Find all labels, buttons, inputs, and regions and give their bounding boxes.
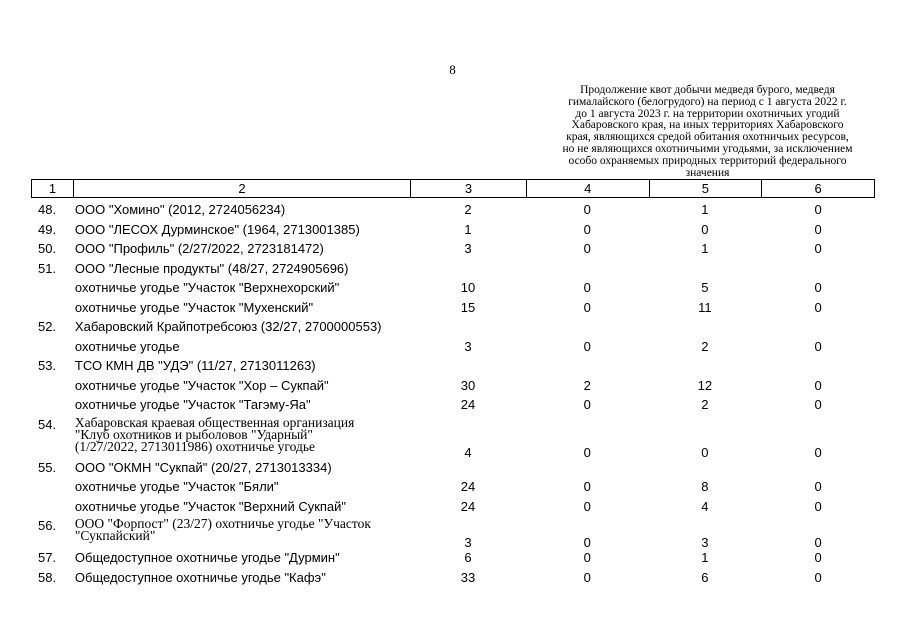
value-c6: 0 xyxy=(814,550,822,565)
row-number xyxy=(31,339,73,359)
value-c5: 2 xyxy=(701,338,709,354)
row-name-line: (1/27/2022, 2713011986) охотничье угодье xyxy=(74,438,316,454)
table-row xyxy=(31,261,875,281)
header-col-3: 3 xyxy=(411,180,527,197)
table-row xyxy=(31,358,875,378)
row-name xyxy=(73,378,410,398)
title-line: особо охраняемых природных территорий федерального xyxy=(568,154,847,167)
row-name xyxy=(73,319,410,339)
row-name-line: охотничье угодье "Участок "Верхний Сукпай" xyxy=(74,498,347,514)
value-c5: 5 xyxy=(701,280,709,295)
row-name-line: охотничье угодье xyxy=(74,338,180,354)
value-c4: 0 xyxy=(583,221,591,237)
title-line: Хабаровского края, на иных территориях Хабаровского xyxy=(571,119,844,132)
value-c6: 0 xyxy=(814,280,822,295)
value-c5: 11 xyxy=(698,299,712,315)
row-name xyxy=(73,300,410,320)
row-name-line: охотничье угодье "Участок "Бяли" xyxy=(74,479,279,494)
row-name-line: "Сукпайский" xyxy=(74,528,156,543)
row-number xyxy=(31,499,73,519)
table-row xyxy=(31,280,875,300)
title-line: до 1 августа 2023 г. на территории охотничьих угодий xyxy=(575,107,840,120)
table-row xyxy=(31,339,875,359)
value-c6: 0 xyxy=(814,338,822,354)
value-c4 xyxy=(526,460,649,480)
row-name-line: ООО "Профиль" (2/27/2022, 2723181472) xyxy=(74,241,324,256)
value-c3 xyxy=(410,319,526,339)
row-number: 54. xyxy=(38,416,57,432)
row-number: 48. xyxy=(38,202,57,217)
row-name-line: охотничье угодье "Участок "Хор – Сукпай" xyxy=(74,377,329,393)
value-c4: 0 xyxy=(583,550,591,565)
table-row xyxy=(31,222,875,242)
row-number xyxy=(31,300,73,320)
row-name-line: Общедоступное охотничье угодье "Кафэ" xyxy=(74,569,326,585)
row-name-line: ООО "ЛЕСОХ Дурминское" (1964, 2713001385) xyxy=(74,221,360,237)
header-col-2: 2 xyxy=(74,180,411,197)
value-c4: 0 xyxy=(583,299,591,315)
row-name-line: Общедоступное охотничье угодье "Дурмин" xyxy=(74,550,340,565)
document-title xyxy=(535,85,880,179)
value-c3 xyxy=(410,460,526,480)
table-row xyxy=(31,319,875,339)
value-c5 xyxy=(649,261,762,281)
title-line: значения xyxy=(685,166,730,179)
value-c3 xyxy=(410,261,526,281)
row-name-line: "Клуб охотников и рыболовов "Ударный" xyxy=(74,426,313,442)
row-name xyxy=(73,202,410,222)
value-c5: 1 xyxy=(701,202,709,217)
table-header xyxy=(31,179,875,198)
value-c3: 10 xyxy=(460,280,476,295)
value-c6: 0 xyxy=(814,202,822,217)
row-number: 49. xyxy=(38,221,57,237)
table-row xyxy=(31,414,875,460)
page-number: 8 xyxy=(449,62,456,77)
table-row xyxy=(31,202,875,222)
value-c3: 30 xyxy=(460,377,476,393)
value-c6: 0 xyxy=(814,299,822,315)
value-c5 xyxy=(649,460,762,480)
value-c6: 0 xyxy=(814,377,822,393)
row-number: 55. xyxy=(38,459,57,475)
value-c5: 1 xyxy=(701,550,709,565)
title-line: но не являющихся охотничьими угодьями, за исключением xyxy=(562,142,853,155)
row-name-line: охотничье угодье "Участок "Верхнехорский" xyxy=(74,280,340,295)
header-col-6: 6 xyxy=(814,181,822,196)
value-c4 xyxy=(526,319,649,339)
value-c5 xyxy=(649,319,762,339)
value-c3: 4 xyxy=(464,444,472,460)
value-c5: 0 xyxy=(701,221,709,237)
row-name xyxy=(73,339,410,359)
row-name-line: ООО "ОКМН "Сукпай" (20/27, 2713013334) xyxy=(74,459,332,475)
value-c6: 0 xyxy=(814,241,822,256)
table-body xyxy=(31,202,875,589)
row-name-line: Хабаровский Крайпотребсоюз (32/27, 2700000553) xyxy=(74,319,382,334)
value-c3 xyxy=(410,358,526,378)
value-c4: 0 xyxy=(583,397,591,412)
row-name xyxy=(73,241,410,261)
value-c6: 0 xyxy=(814,535,822,550)
value-c3: 24 xyxy=(460,397,476,412)
value-c6 xyxy=(761,460,875,480)
value-c4: 0 xyxy=(583,498,591,514)
table-row xyxy=(31,479,875,499)
value-c3: 3 xyxy=(464,535,472,550)
row-number: 58. xyxy=(38,569,57,585)
value-c6: 0 xyxy=(814,444,822,460)
value-c6: 0 xyxy=(814,221,822,237)
value-c5: 0 xyxy=(701,444,709,460)
row-number: 57. xyxy=(38,550,57,565)
row-name xyxy=(73,479,410,499)
row-name xyxy=(73,414,410,460)
table-row xyxy=(31,550,875,570)
row-name xyxy=(73,280,410,300)
row-name-line: охотничье угодье "Участок "Тагэму-Яа" xyxy=(74,397,311,412)
value-c5: 3 xyxy=(701,535,709,550)
header-col-5: 5 xyxy=(650,180,763,197)
value-c3: 15 xyxy=(460,299,476,315)
row-number xyxy=(31,280,73,300)
value-c3: 2 xyxy=(464,202,472,217)
value-c5 xyxy=(649,358,762,378)
header-col-4: 4 xyxy=(527,180,650,197)
row-name-line: ТСО КМН ДВ "УДЭ" (11/27, 2713011263) xyxy=(74,358,316,373)
value-c4: 0 xyxy=(583,202,591,217)
row-name xyxy=(73,397,410,417)
value-c3: 3 xyxy=(464,241,472,256)
value-c4: 0 xyxy=(583,241,591,256)
row-name xyxy=(73,261,410,281)
header-col-1: 1 xyxy=(32,180,74,197)
row-number: 53. xyxy=(38,358,57,373)
row-number xyxy=(31,378,73,398)
row-name-line: охотничье угодье "Участок "Мухенский" xyxy=(74,299,314,315)
row-number: 51. xyxy=(38,260,57,276)
value-c4: 0 xyxy=(583,569,591,585)
value-c5: 2 xyxy=(701,397,709,412)
table-row xyxy=(31,460,875,480)
row-name xyxy=(73,550,410,570)
value-c3: 24 xyxy=(460,479,476,494)
table-row xyxy=(31,241,875,261)
row-name xyxy=(73,358,410,378)
table-row xyxy=(31,570,875,590)
row-number: 50. xyxy=(38,241,57,256)
value-c5: 8 xyxy=(701,479,709,494)
title-line: края, являющихся средой обитания охотничьих ресурсов, xyxy=(566,131,849,144)
value-c3: 3 xyxy=(464,338,472,354)
value-c4: 0 xyxy=(583,535,591,550)
row-name-line: ООО "Хомино" (2012, 2724056234) xyxy=(74,202,286,217)
value-c6 xyxy=(761,261,875,281)
row-name-line: ООО "Лесные продукты" (48/27, 2724905696) xyxy=(74,260,349,276)
value-c3: 24 xyxy=(460,498,476,514)
row-name xyxy=(73,222,410,242)
value-c3: 6 xyxy=(464,550,472,565)
row-number xyxy=(31,479,73,499)
value-c3: 1 xyxy=(464,221,472,237)
title-line: гималайского (белогрудого) на период с 1 августа 2022 г. xyxy=(568,95,847,108)
row-name-line: ООО "Форпост" (23/27) охотничье угодье "Участок xyxy=(74,516,371,531)
value-c4: 0 xyxy=(583,280,591,295)
value-c5: 6 xyxy=(701,569,709,585)
table-row xyxy=(31,300,875,320)
value-c5: 1 xyxy=(701,241,709,256)
row-name-line: Хабаровская краевая общественная организация xyxy=(74,414,355,430)
table-row xyxy=(31,518,875,550)
value-c6 xyxy=(761,319,875,339)
value-c4: 2 xyxy=(583,377,591,393)
row-number: 52. xyxy=(38,319,57,334)
table-row xyxy=(31,378,875,398)
value-c6: 0 xyxy=(814,569,822,585)
value-c6: 0 xyxy=(814,498,822,514)
value-c3: 33 xyxy=(460,569,476,585)
row-number: 56. xyxy=(38,518,57,533)
value-c6: 0 xyxy=(814,479,822,494)
value-c4 xyxy=(526,261,649,281)
row-name xyxy=(73,570,410,590)
value-c4: 0 xyxy=(583,338,591,354)
value-c4: 0 xyxy=(583,479,591,494)
row-name xyxy=(73,460,410,480)
value-c6: 0 xyxy=(814,397,822,412)
value-c4: 0 xyxy=(583,444,591,460)
value-c6 xyxy=(761,358,875,378)
table-row xyxy=(31,397,875,417)
title-line: Продолжение квот добычи медведя бурого, медведя xyxy=(580,84,835,96)
row-number xyxy=(31,397,73,417)
value-c5: 12 xyxy=(697,377,713,393)
row-name xyxy=(73,518,410,550)
value-c4 xyxy=(526,358,649,378)
value-c5: 4 xyxy=(701,498,709,514)
